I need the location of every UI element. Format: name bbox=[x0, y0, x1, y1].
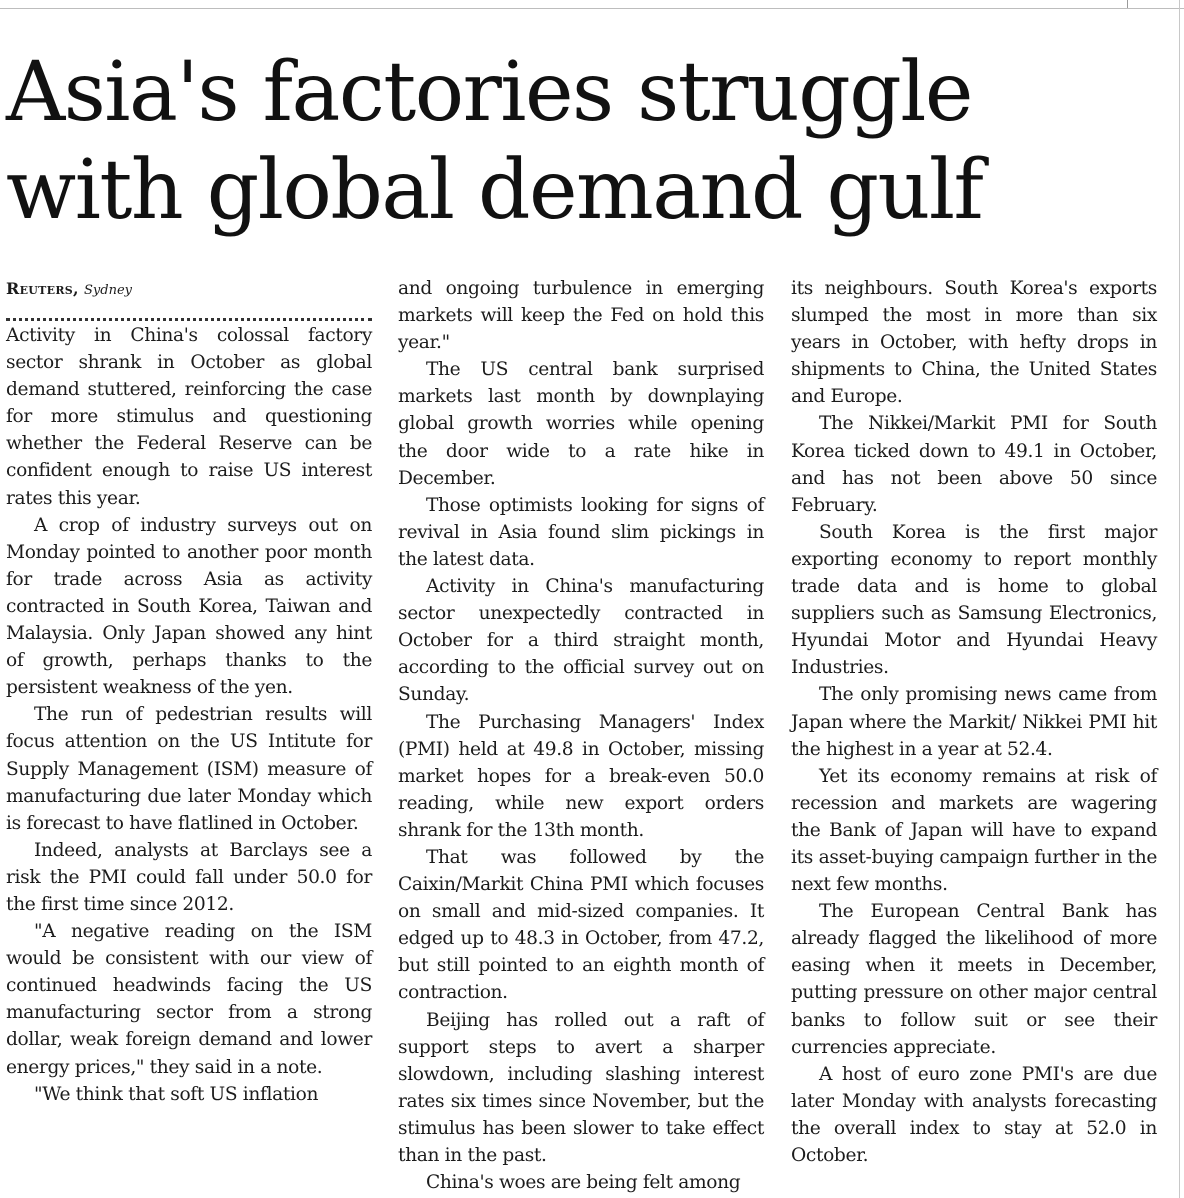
paragraph: The Nikkei/Markit PMI for South Korea ticked down to 49.1 in October, and has not been above 50 since February. bbox=[791, 413, 1157, 516]
paragraph: Those optimists looking for signs of revival in Asia found slim pickings in the latest data. bbox=[398, 494, 764, 570]
paragraph: its neighbours. South Korea's exports slumped the most in more than six years in October, with hefty drops in shipments to China, the United States and Europe. bbox=[791, 278, 1157, 408]
byline-location: Sydney bbox=[84, 283, 132, 298]
page-edge-rule bbox=[1179, 0, 1180, 1198]
paragraph: A crop of industry surveys out on Monday pointed to another poor month for trade across Asia as activity contracted in South Korea, Taiwan and Malaysia. Only Japan showed any hint of growth, perhaps thanks to the persistent weakness of the yen. bbox=[6, 514, 372, 699]
byline bbox=[6, 275, 372, 302]
headline-line-2: with global demand gulf bbox=[6, 143, 983, 238]
paragraph: South Korea is the first major exporting economy to report monthly trade data and is home to global suppliers such as Samsung Electronics, Hyundai Motor and Hyundai Heavy Industries. bbox=[791, 521, 1157, 679]
paragraph: That was followed by the Caixin/Markit China PMI which focuses on small and mid-sized companies. It edged up to 48.3 in October, from 47.2, but still pointed to an eighth month of contraction. bbox=[398, 846, 764, 1004]
headline-line-1: Asia's factories struggle bbox=[6, 45, 972, 140]
article-column-2 bbox=[398, 275, 764, 1196]
byline-agency: Reuters, bbox=[6, 279, 79, 298]
headline bbox=[6, 44, 1166, 240]
paragraph: The European Central Bank has already flagged the likelihood of more easing when it meets in December, putting pressure on other major central banks to follow suit or see their currencies appreciate. bbox=[791, 901, 1157, 1058]
byline-dotted-rule bbox=[6, 302, 372, 321]
paragraph: Yet its economy remains at risk of recession and markets are wagering the Bank of Japan will have to expand its asset-buying campaign further in the next few months. bbox=[791, 765, 1157, 896]
paragraph: "We think that soft US inflation bbox=[34, 1083, 319, 1105]
article-column-3 bbox=[791, 275, 1157, 1169]
article-column-1 bbox=[6, 275, 372, 1108]
rule-tick bbox=[1127, 0, 1128, 8]
top-page-rule bbox=[0, 0, 1184, 9]
paragraph: Activity in China's colossal factory sector shrank in October as global demand stuttered, reinforcing the case for more stimulus and questioning whether the Federal Reserve can be confident enough to raise US interest rates this year. bbox=[6, 325, 372, 509]
paragraph: The US central bank surprised markets last month by downplaying global growth worries while opening the door wide to a rate hike in December. bbox=[398, 359, 764, 489]
paragraph: and ongoing turbulence in emerging markets will keep the Fed on hold this year." bbox=[398, 278, 764, 354]
paragraph: The only promising news came from Japan where the Markit/ Nikkei PMI hit the highest in a year at 52.4. bbox=[791, 684, 1157, 760]
paragraph: Indeed, analysts at Barclays see a risk the PMI could fall under 50.0 for the first time since 2012. bbox=[6, 839, 372, 915]
paragraph: China's woes are being felt among bbox=[426, 1172, 741, 1194]
paragraph: A host of euro zone PMI's are due later Monday with analysts forecasting the overall index to stay at 52.0 in October. bbox=[791, 1063, 1157, 1166]
paragraph: Activity in China's manufacturing sector unexpectedly contracted in October for a third straight month, according to the official survey out on Sunday. bbox=[398, 576, 764, 706]
paragraph: "A negative reading on the ISM would be consistent with our view of continued headwinds facing the US manufacturing sector from a strong dollar, weak foreign demand and lower energy prices," they said in a note. bbox=[6, 921, 372, 1078]
paragraph: The run of pedestrian results will focus attention on the US Intitute for Supply Management (ISM) measure of manufacturing due later Monday which is forecast to have flatlined in October. bbox=[6, 704, 372, 834]
paragraph: The Purchasing Managers' Index (PMI) held at 49.8 in October, missing market hopes for a break-even 50.0 reading, while new export orders shrank for the 13th month. bbox=[398, 711, 764, 841]
paragraph: Beijing has rolled out a raft of support steps to avert a sharper slowdown, including slashing interest rates six times since November, but the stimulus has been slower to take effect than in the past. bbox=[398, 1009, 764, 1166]
